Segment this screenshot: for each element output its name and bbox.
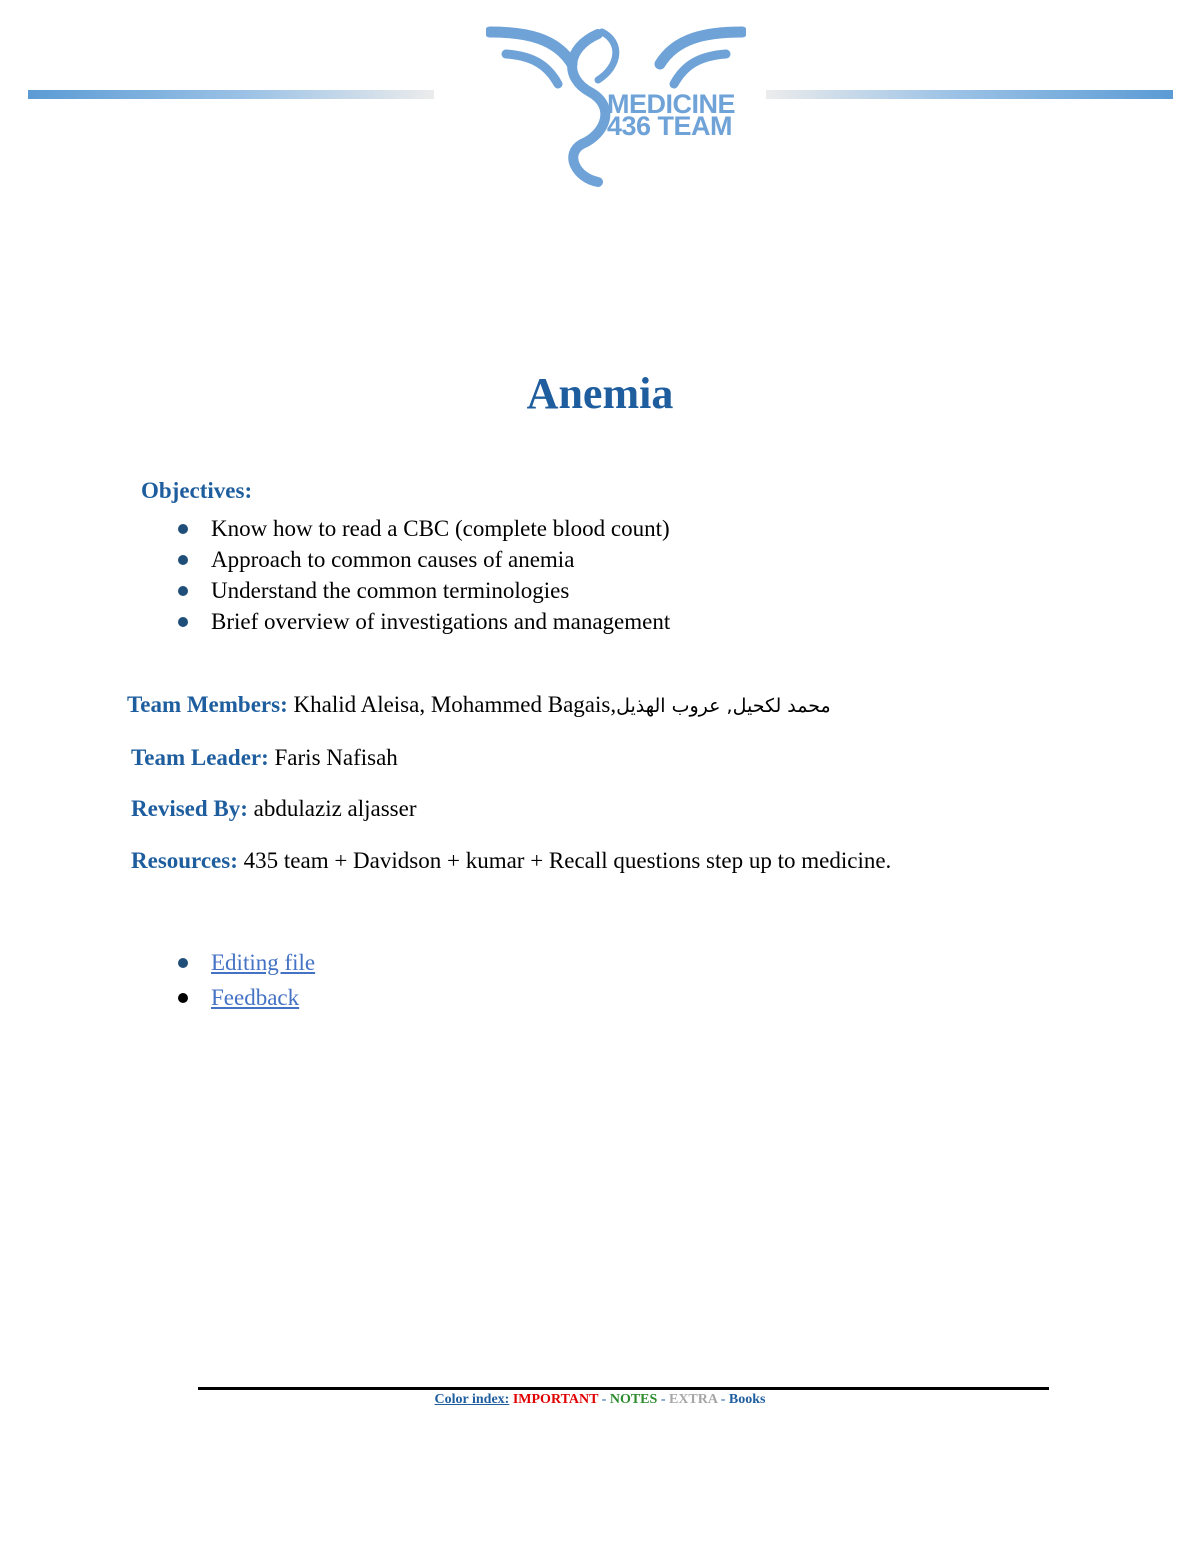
list-item [0,980,315,1015]
list-item [0,606,670,637]
team-leader-value: Faris Nafisah [274,745,398,770]
feedback-link[interactable]: Feedback [211,985,300,1010]
objective-text: Understand the common terminologies [211,578,570,603]
links-list [0,945,315,1015]
logo-text-medicine: MEDICINE [607,89,736,119]
bullet-icon [178,555,188,565]
bullet-icon [178,617,188,627]
header-decorative-bar-right [766,90,1173,99]
team-members-value: Khalid Aleisa, Mohammed Bagais, [293,692,617,717]
color-index-separator: - [720,1392,726,1407]
color-index-notes: NOTES [609,1392,658,1407]
color-index-extra: EXTRA [668,1392,718,1407]
footer-divider [198,1387,1049,1390]
header-decorative-bar-left [28,90,434,99]
team-leader-line [131,745,398,771]
objectives-heading: Objectives: [141,478,253,503]
page-title: Anemia [526,369,674,418]
color-index-books: Books [728,1392,766,1407]
logo-text-team: 436 TEAM [607,111,733,141]
resources-label: Resources: [131,848,238,873]
resources-value: 435 team + Davidson + kumar + Recall questions step up to medicine. [243,848,892,873]
objectives-list [0,513,670,637]
editing-file-link[interactable]: Editing file [211,950,316,975]
list-item [0,575,670,606]
color-index-separator: - [601,1392,607,1407]
objective-text: Brief overview of investigations and management [211,609,671,634]
color-index [0,1392,1200,1408]
team-members-arabic: محمد لكحيل, عروب الهذيل [616,695,831,717]
revised-by-line [131,796,417,822]
team-leader-label: Team Leader: [131,745,269,770]
revised-by-label: Revised By: [131,796,248,821]
team-members-line [127,692,831,718]
team-members-label: Team Members: [127,692,288,717]
objective-text: Approach to common causes of anemia [211,547,575,572]
bullet-icon [178,524,188,534]
bullet-icon [178,993,188,1003]
color-index-important: IMPORTANT [512,1392,599,1407]
color-index-label: Color index: [434,1392,510,1407]
bullet-icon [178,586,188,596]
bullet-icon [178,958,188,968]
objective-text: Know how to read a CBC (complete blood count) [211,516,670,541]
list-item [0,544,670,575]
list-item [0,513,670,544]
resources-line [131,848,891,874]
list-item [0,945,315,980]
revised-by-value: abdulaziz aljasser [253,796,417,821]
color-index-separator: - [660,1392,666,1407]
